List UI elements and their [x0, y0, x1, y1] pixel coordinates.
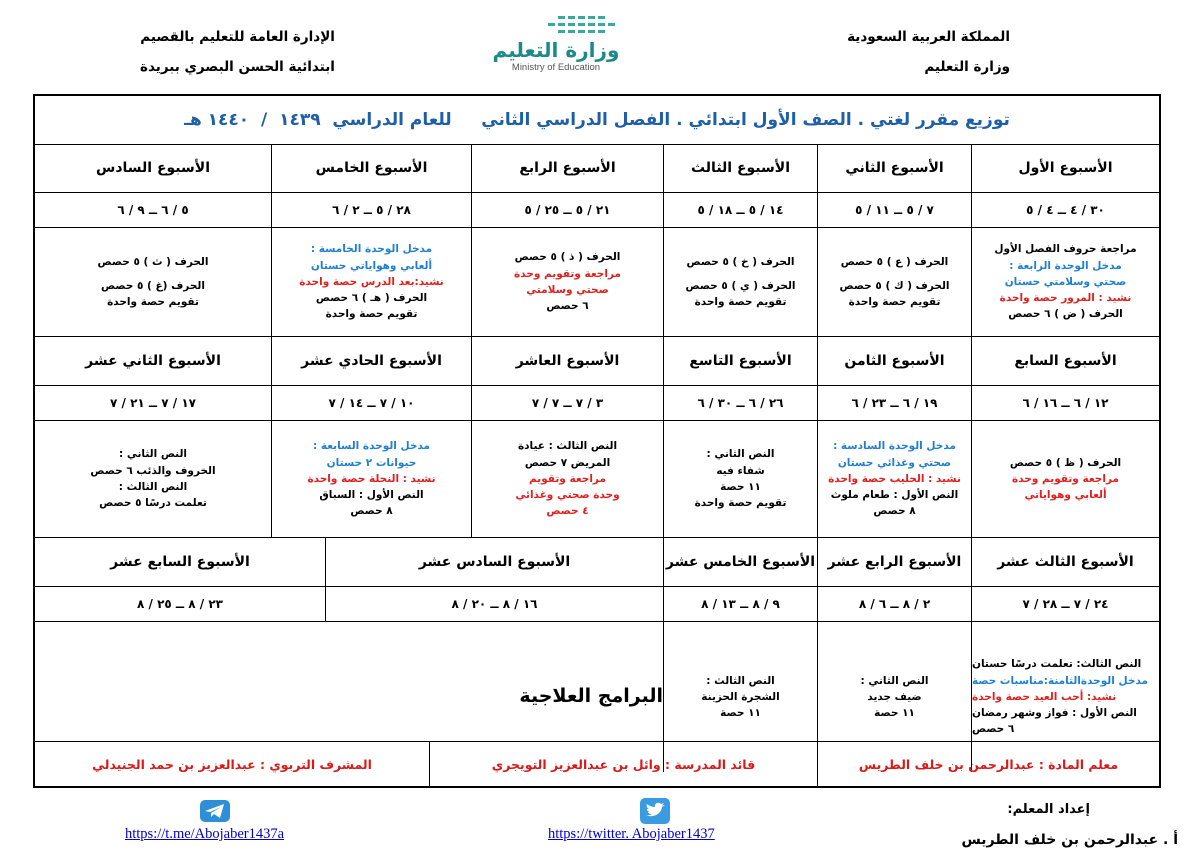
page-footer [0, 794, 1190, 858]
week-1-dates: ٣٠ / ٤ ــ ٤ / ٥ [971, 193, 1159, 227]
content-line: الحرف ( ض ) ٦ حصص [1008, 308, 1123, 321]
week-7-content [971, 421, 1159, 537]
week-12-dates: ١٧ / ٧ ــ ٢١ / ٧ [109, 396, 197, 410]
content-line: الحرف ( ك ) ٥ حصص [839, 279, 950, 292]
week-2-content [817, 228, 971, 336]
week-9-dates: ٢٦ / ٦ ــ ٣٠ / ٦ [663, 386, 817, 420]
content-line: الحرف ( ي ) ٥ حصص [685, 279, 796, 292]
content-line: مدخل الوحدةالثامنة:مناسبات حصة [972, 674, 1149, 687]
week-15-dates: ٩ / ٨ ــ ١٣ / ٨ [663, 587, 817, 621]
week-5-dates: ٢٨ / ٥ ــ ٢ / ٦ [271, 193, 471, 227]
content-line: مراجعة حروف الفصل الأول [994, 243, 1137, 256]
content-row-1 [35, 228, 1159, 337]
week-5-content [271, 228, 471, 336]
content-line: نشيد : النحلة حصة واحدة [307, 472, 436, 485]
week-8-dates: ١٩ / ٦ ــ ٢٣ / ٦ [817, 386, 971, 420]
week-10-dates: ٣ / ٧ ــ ٧ / ٧ [471, 386, 663, 420]
week-13-dates: ٢٤ / ٧ ــ ٢٨ / ٧ [971, 587, 1159, 621]
content-line: ١١ حصة [720, 707, 761, 720]
header-left [140, 22, 335, 82]
content-line: نشيد:بعد الدرس حصة واحدة [299, 275, 444, 288]
content-line: تقويم حصة واحدة [694, 296, 787, 309]
content-line: شفاء فيه [716, 464, 765, 477]
week-11-header: الأسبوع الحادي عشر [271, 337, 471, 385]
content-line: النص الثالث : [118, 481, 188, 493]
content-line: نشيد : الحليب حصة واحدة [828, 472, 961, 485]
week-4-dates: ٢١ / ٥ ــ ٢٥ / ٥ [471, 193, 663, 227]
page-header [0, 0, 1190, 92]
week-4-content [471, 228, 663, 336]
date-row-3 [35, 587, 1159, 622]
week-6-dates: ٥ / ٦ ــ ٩ / ٦ [117, 203, 189, 217]
footer-teacher-name: أ . عبدالرحمن بن خلف الطريس [961, 832, 1178, 848]
twitter-link[interactable]: https://twitter. Abojaber1437 [548, 826, 715, 842]
week-2-dates: ٧ / ٥ ــ ١١ / ٥ [817, 193, 971, 227]
week-9-header: الأسبوع التاسع [663, 337, 817, 385]
week-9-content [663, 421, 817, 537]
country-name: المملكة العربية السعودية [847, 29, 1010, 45]
content-line: ٨ حصص [873, 505, 916, 518]
content-line: مدخل الوحدة السابعة : [312, 440, 431, 453]
week-8-content [817, 421, 971, 537]
content-line: تقويم حصة واحدة [325, 308, 418, 321]
content-line: المريض ٧ حصص [524, 456, 611, 469]
content-line: الحرف ( هـ ) ٦ حصص [315, 292, 428, 305]
week-14-header: الأسبوع الرابع عشر [817, 538, 971, 586]
content-line: تقويم حصة واحدة [107, 296, 199, 309]
content-line: ١١ حصة [720, 481, 761, 493]
date-row-2 [35, 386, 1159, 421]
week-12-header: الأسبوع الثاني عشر [85, 353, 221, 369]
week-1-content [971, 228, 1159, 336]
content-line: النص الثاني : [119, 448, 187, 461]
content-line: مراجعة وتقويم وحدة [1012, 472, 1119, 485]
content-line: الشجرة الحزينة [701, 690, 780, 703]
supervisor-signature: المشرف التربوي : عبدالعزيز بن حمد الجنيدلي [92, 757, 372, 772]
content-line: ٤ حصص [546, 505, 589, 518]
week-11-content [271, 421, 471, 537]
telegram-link[interactable]: https://t.me/Abojaber1437a [125, 826, 285, 842]
date-row-1 [35, 193, 1159, 228]
twitter-icon[interactable] [640, 798, 670, 824]
content-line: النص الثاني : [860, 674, 929, 687]
logo-arabic-text: وزارة التعليم [492, 38, 620, 62]
week-6-header: الأسبوع السادس [96, 160, 210, 176]
content-line: النص الأول : السباق [319, 489, 424, 502]
content-line: النص الثالث : [706, 674, 775, 687]
content-line: مدخل الوحدة الرابعة : [1009, 259, 1122, 272]
signature-row [35, 741, 1159, 787]
content-line: وحدة صحتي وغذائي [515, 489, 620, 502]
content-row-2 [35, 421, 1159, 538]
content-line: ألعابي وهواياتي [1024, 489, 1107, 502]
content-line: ضيف جديد [867, 690, 922, 703]
content-line: النص الثالث: تعلمت درسًا حستان [972, 658, 1142, 671]
school-name: ابتدائية الحسن البصري ببريدة [140, 59, 335, 75]
ministry-logo-icon [486, 14, 666, 78]
week-4-header: الأسبوع الرابع [471, 144, 663, 192]
content-line: الحرف ( ذ ) ٥ حصص [514, 251, 621, 264]
content-line: الحرف ( ث ) ٥ حصص [97, 255, 209, 268]
content-line: صحتي وغذائي حستان [837, 456, 952, 469]
content-line: النص الثالث : عيادة [517, 440, 618, 453]
content-line: صحتي وسلامتي حستان [1004, 275, 1127, 288]
header-right [847, 22, 1010, 82]
week-6-content [35, 228, 271, 336]
week-8-header: الأسبوع الثامن [817, 337, 971, 385]
week-16-dates: ١٦ / ٨ ــ ٢٠ / ٨ [325, 587, 663, 621]
content-line: الخروف والذئب ٦ حصص [90, 464, 216, 477]
content-line: مراجعة وتقويم وحدة [514, 267, 621, 280]
teacher-signature: معلم المادة : عبدالرحمن بن خلف الطريس [817, 742, 1159, 787]
content-line: مدخل الوحدة السادسة : [833, 440, 956, 453]
content-line: ١١ حصة [874, 707, 915, 720]
week-3-dates: ١٤ / ٥ ــ ١٨ / ٥ [663, 193, 817, 227]
content-line: الحرف ( ع ) ٥ حصص [840, 255, 949, 268]
content-line: مدخل الوحدة الخامسة : [310, 243, 433, 256]
content-line: النص الأول : فواز وشهر رمضان [972, 707, 1137, 720]
week-16-header: الأسبوع السادس عشر [325, 538, 663, 586]
week-17-dates: ٢٣ / ٨ ــ ٢٥ / ٨ [136, 597, 224, 611]
week-7-header: الأسبوع السابع [971, 337, 1159, 385]
content-line: ألعابي وهواياتي حستان [310, 259, 433, 272]
week-1-header: الأسبوع الأول [971, 144, 1159, 192]
logo-dots-icon [486, 14, 626, 38]
content-line: مراجعة وتقويم [529, 472, 606, 485]
content-line: ٨ حصص [350, 505, 393, 518]
content-line: صحتي وسلامتي [526, 284, 609, 296]
content-line: نشيد: أحب العيد حصة واحدة [972, 690, 1117, 703]
content-line: ٦ حصص [972, 723, 1015, 736]
prepared-by-label: إعداد المعلم: [1007, 802, 1090, 817]
week-header-row-3 [35, 538, 1159, 587]
week-7-dates: ١٢ / ٦ ــ ١٦ / ٦ [971, 386, 1159, 420]
week-13-header: الأسبوع الثالث عشر [971, 538, 1159, 586]
content-line: نشيد : المرور حصة واحدة [999, 292, 1132, 305]
remedial-programs-label: البرامج العلاجية [519, 685, 663, 708]
schedule-grid [35, 144, 1159, 772]
week-10-header: الأسبوع العاشر [471, 337, 663, 385]
ministry-name: وزارة التعليم [924, 59, 1010, 75]
content-line: النص الأول : طعام ملوث [830, 489, 959, 502]
content-line: النص الثاني : [706, 448, 775, 461]
content-line: تقويم حصة واحدة [694, 497, 787, 510]
content-line: الحرف ( ظ ) ٥ حصص [1009, 456, 1122, 469]
week-12-content [35, 421, 271, 537]
week-17-header: الأسبوع السابع عشر [110, 554, 250, 570]
telegram-icon[interactable] [200, 800, 230, 822]
week-header-row-1 [35, 144, 1159, 193]
content-line: الحرف ( خ ) ٥ حصص [686, 255, 795, 268]
principal-signature: قائد المدرسة : وائل بن عبدالعزيز التويجري [429, 742, 817, 787]
week-15-header: الأسبوع الخامس عشر [663, 538, 817, 586]
week-11-dates: ١٠ / ٧ ــ ١٤ / ٧ [271, 386, 471, 420]
week-header-row-2 [35, 337, 1159, 386]
content-line: ٦ حصص [546, 300, 589, 313]
week-5-header: الأسبوع الخامس [271, 144, 471, 192]
page-title: توزيع مقرر لغتي . الصف الأول ابتدائي . الفصل الدراسي الثاني للعام الدراسي ١٤٣٩ / ١٤٤٠ هـ [35, 96, 1159, 145]
content-line: تعلمت درسًا ٥ حصص [99, 497, 207, 510]
week-3-header: الأسبوع الثالث [663, 144, 817, 192]
week-2-header: الأسبوع الثاني [817, 144, 971, 192]
schedule-table [33, 94, 1161, 788]
week-3-content [663, 228, 817, 336]
logo-english-text: Ministry of Education [511, 62, 601, 73]
content-line: تقويم حصة واحدة [848, 296, 941, 309]
content-line: الحرف (غ ) ٥ حصص [101, 279, 205, 292]
education-directorate: الإدارة العامة للتعليم بالقصيم [140, 29, 335, 45]
week-14-dates: ٢ / ٨ ــ ٦ / ٨ [817, 587, 971, 621]
content-line: حيوانات ٢ حستان [326, 456, 417, 469]
week-10-content [471, 421, 663, 537]
